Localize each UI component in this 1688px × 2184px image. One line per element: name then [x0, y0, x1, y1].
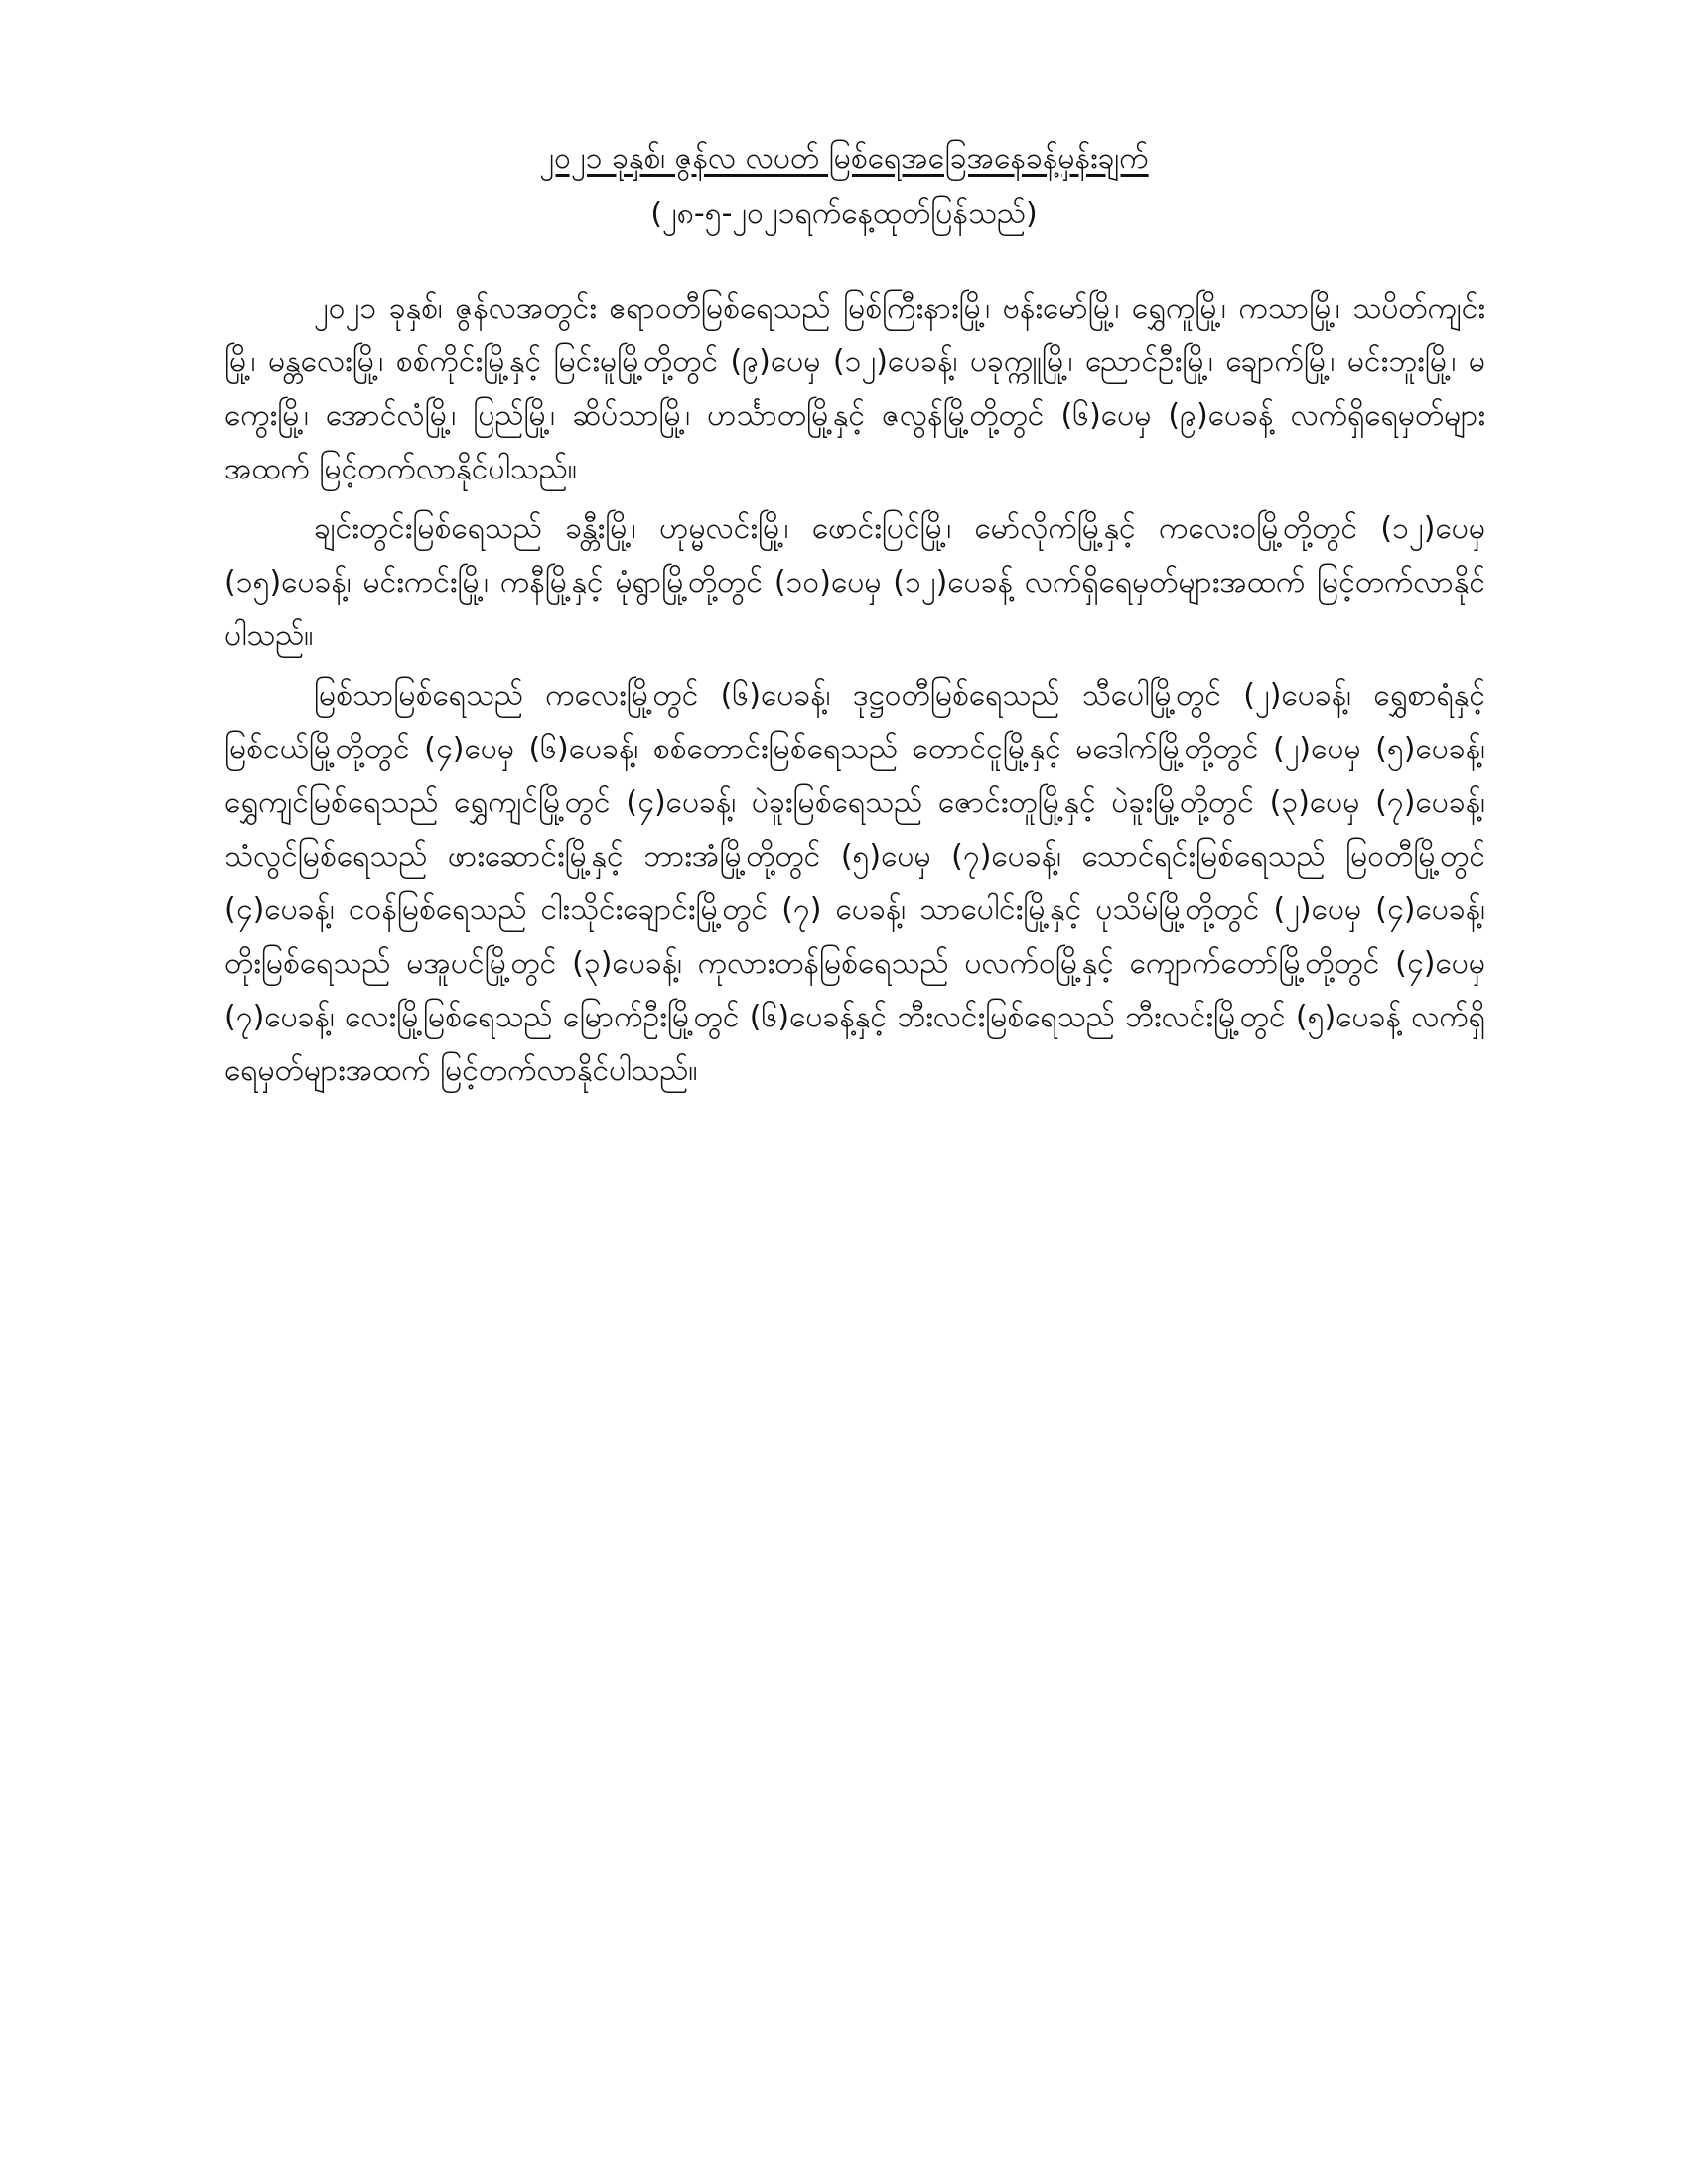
document-subtitle: (၂၈-၅-၂၀၂၁ရက်နေ့ထုတ်ပြန်သည်): [650, 197, 1038, 231]
paragraph-chindwin: ချင်းတွင်းမြစ်ရေသည် ခန္တီးမြို့၊ ဟုမ္မလင်းမြို့၊ ဖောင်းပြင်မြို့၊ မော်လိုက်မြို့နှင့် ကလေးဝမြို့တို့တွင် (၁၂)ပေမှ (၁၅)ပေခန့်၊ မင်းကင်းမြို့၊ ကနီမြို့နှင့် မုံရွာမြို့တို့တွင် (၁၀)ပေမှ (၁၂)ပေခန့် လက်ရှိရေမှတ်များအထက် မြင့်တက်လာနိုင်ပါသည်။: [224, 511, 1485, 653]
paragraph-ayeyarwady: ၂၀၂၁ ခုနှစ်၊ ဇွန်လအတွင်း ဧရာဝတီမြစ်ရေသည် မြစ်ကြီးနားမြို့၊ ဗန်းမော်မြို့၊ ရွှေကူမြို့၊ ကသာမြို့၊ သပိတ်ကျင်းမြို့၊ မန္တလေးမြို့၊ စစ်ကိုင်းမြို့နှင့် မြင်းမူမြို့တို့တွင် (၉)ပေမှ (၁၂)ပေခန့်၊ ပခုက္ကူမြို့၊ ညောင်ဦးမြို့၊ ချောက်မြို့၊ မင်းဘူးမြို့၊ မကွေးမြို့၊ အောင်လံမြို့၊ ပြည်မြို့၊ ဆိပ်သာမြို့၊ ဟင်္သာတမြို့နှင့် ဇလွန်မြို့တို့တွင် (၆)ပေမှ (၉)ပေခန့် လက်ရှိရေမှတ်များအထက် မြင့်တက်လာနိုင်ပါသည်။: [224, 291, 1485, 486]
document-body: [224, 282, 1485, 1104]
paragraph-other-rivers: မြစ်သာမြစ်ရေသည် ကလေးမြို့တွင် (၆)ပေခန့်၊ ဒုဋ္ဌဝတီမြစ်ရေသည် သီပေါမြို့တွင် (၂)ပေခန့်၊ ရွှေစာရံနှင့် မြစ်ငယ်မြို့တို့တွင် (၄)ပေမှ (၆)ပေခန့်၊ စစ်တောင်းမြစ်ရေသည် တောင်ငူမြို့နှင့် မဒေါက်မြို့တို့တွင် (၂)ပေမှ (၅)ပေခန့်၊ ရွှေကျင်မြစ်ရေသည် ရွှေကျင်မြို့တွင် (၄)ပေခန့်၊ ပဲခူးမြစ်ရေသည် ဇောင်းတူမြို့နှင့် ပဲခူးမြို့တို့တွင် (၃)ပေမှ (၇)ပေခန့်၊ သံလွင်မြစ်ရေသည် ဖားဆောင်းမြို့နှင့် ဘားအံမြို့တို့တွင် (၅)ပေမှ (၇)ပေခန့်၊ သောင်ရင်းမြစ်ရေသည် မြဝတီမြို့တွင် (၄)ပေခန့်၊ ငဝန်မြစ်ရေသည် ငါးသိုင်းချောင်းမြို့တွင် (၇) ပေခန့်၊ သာပေါင်းမြို့နှင့် ပုသိမ်မြို့တို့တွင် (၂)ပေမှ (၄)ပေခန့်၊ တိုးမြစ်ရေသည် မအူပင်မြို့တွင် (၃)ပေခန့်၊ ကုလားတန်မြစ်ရေသည် ပလက်ဝမြို့နှင့် ကျောက်တော်မြို့တို့တွင် (၄)ပေမှ (၇)ပေခန့်၊ လေးမြို့မြစ်ရေသည် မြောက်ဦးမြို့တွင် (၆)ပေခန့်နှင့် ဘီးလင်းမြစ်ရေသည် ဘီးလင်းမြို့တွင် (၅)ပေခန့် လက်ရှိရေမှတ်များအထက် မြင့်တက်လာနိုင်ပါသည်။: [224, 678, 1485, 1088]
document-title: ၂၀၂၁ ခုနှစ်၊ ဇွန်လ လပတ် မြစ်ရေအခြေအနေခန့်မှန်းချက်: [539, 141, 1149, 176]
